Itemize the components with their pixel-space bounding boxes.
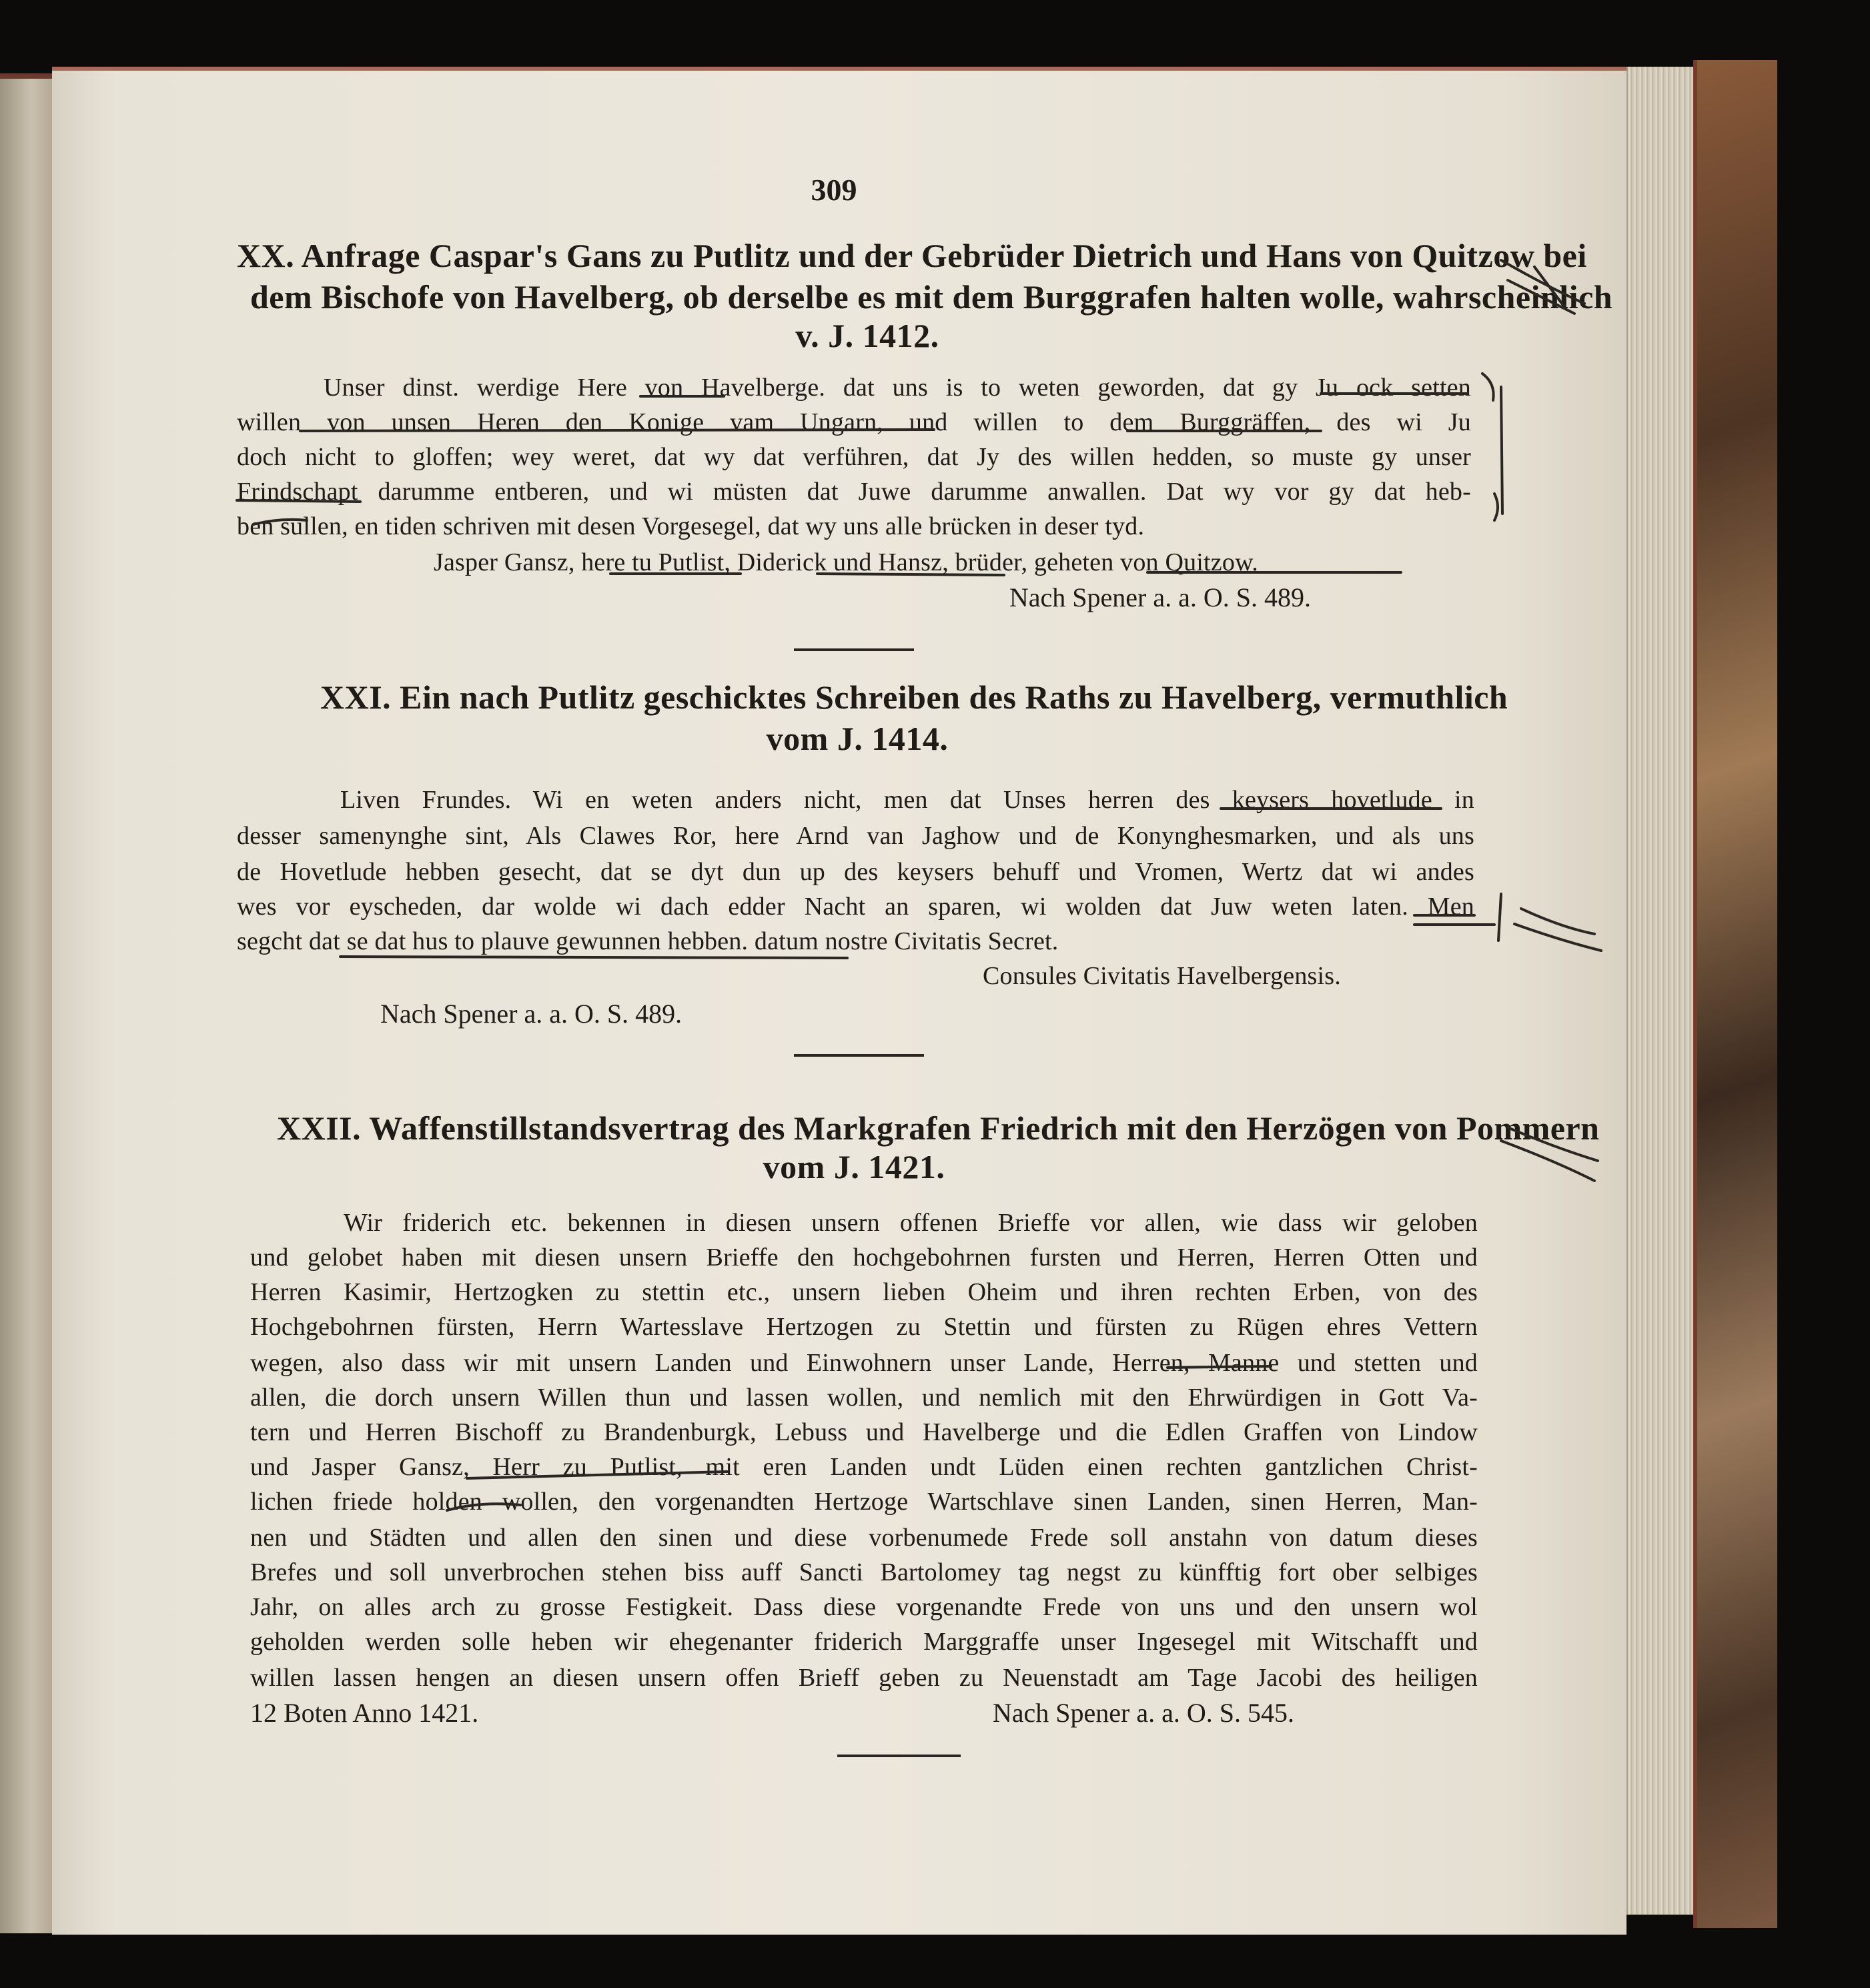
body-line: geholden werden solle heben wir ehegenanter friderich Marggraffe unser Ingesegel mit Witschafft und xyxy=(250,1628,1478,1656)
body-line: de Hovetlude hebben gesecht, dat se dyt dun up des keysers behuff und Vromen, Wertz dat wi andes xyxy=(237,858,1474,886)
body-line: Herren Kasimir, Hertzogken zu stettin etc., unsern lieben Oheim und ihren rechten Erben, von des xyxy=(250,1278,1478,1306)
body-line: segcht dat se dat hus to plauve gewunnen hebben. datum nostre Civitatis Secret. xyxy=(237,927,1059,955)
body-line: wes vor eyscheden, dar wolde wi dach edder Nacht an sparen, wi wolden dat Juw weten laten. Men xyxy=(237,893,1474,921)
body-line: Hochgebohrnen fürsten, Herrn Wartesslave Hertzogen zu Stettin und fürsten zu Rügen ehres Vettern xyxy=(250,1313,1478,1341)
marbled-cover xyxy=(1693,60,1777,1928)
signature-line: Consules Civitatis Havelbergensis. xyxy=(982,962,1341,990)
section-divider xyxy=(794,1054,924,1057)
section-divider xyxy=(794,648,914,651)
section-heading: vom J. 1414. xyxy=(766,720,949,757)
body-line: willen von unsen Heren den Konige vam Ungarn, und willen to dem Burggräffen, des wi Ju xyxy=(237,408,1471,436)
body-line: Wir friderich etc. bekennen in diesen unsern offenen Brieffe vor allen, wie dass wir geloben xyxy=(344,1209,1478,1237)
body-line: Liven Frundes. Wi en weten anders nicht, men dat Unses herren des keysers hovetlude in xyxy=(340,786,1474,814)
body-line: und Jasper Gansz, Herr zu Putlist, mit eren Landen undt Lüden einen rechten gantzlichen Christ- xyxy=(250,1453,1478,1481)
section-heading: vom J. 1421. xyxy=(763,1148,945,1185)
body-line: ben sullen, en tiden schriven mit desen Vorgesegel, dat wy uns alle brücken in deser tyd. xyxy=(237,512,1145,540)
section-heading: v. J. 1412. xyxy=(795,317,939,354)
section-heading: XX. Anfrage Caspar's Gans zu Putlitz und der Gebrüder Dietrich und Hans von Quitzow bei xyxy=(237,237,1587,274)
signature-line: Jasper Gansz, here tu Putlist, Diderick und Hansz, brüder, geheten von Quitzow. xyxy=(434,548,1258,576)
closing-line: 12 Boten Anno 1421. xyxy=(250,1698,479,1728)
body-line: desser samenynghe sint, Als Clawes Ror, here Arnd van Jaghow und de Konynghesmarken, und als uns xyxy=(237,822,1474,850)
body-line: wegen, also dass wir mit unsern Landen und Einwohnern unser Lande, Herren, Manne und stetten und xyxy=(250,1349,1478,1377)
body-line: Jahr, on alles arch zu grosse Festigkeit. Dass diese vorgenandte Frede von uns und den unsern wol xyxy=(250,1593,1478,1621)
page-fore-edge xyxy=(1626,67,1695,1915)
section-heading: dem Bischofe von Havelberg, ob derselbe es mit dem Burggrafen halten wolle, wahrscheinlich xyxy=(250,278,1613,316)
body-line: nen und Städten und allen den sinen und diese vorbenumede Frede soll anstahn von datum dieses xyxy=(250,1524,1478,1552)
source-reference: Nach Spener a. a. O. S. 489. xyxy=(380,999,682,1029)
source-reference: Nach Spener a. a. O. S. 489. xyxy=(1009,582,1311,612)
body-line: Unser dinst. werdige Here von Havelberge. dat uns is to weten geworden, dat gy Ju ock setten xyxy=(324,374,1471,402)
source-reference: Nach Spener a. a. O. S. 545. xyxy=(992,1698,1294,1728)
body-line: allen, die dorch unsern Willen thun und lassen wollen, und nemlich mit den Ehrwürdigen in Gott Va- xyxy=(250,1384,1478,1412)
body-line: und gelobet haben mit diesen unsern Brieffe den hochgebohrnen fursten und Herren, Herren Otten und xyxy=(250,1244,1478,1272)
body-line: lichen friede holden wollen, den vorgenandten Hertzoge Wartschlave sinen Landen, sinen Herren, Man- xyxy=(250,1488,1478,1516)
body-line: Brefes und soll unverbrochen stehen biss auff Sancti Bartolomey tag negst zu künfftig fort ober selbiges xyxy=(250,1558,1478,1586)
section-heading: XXII. Waffenstillstandsvertrag des Markgrafen Friedrich mit den Herzögen von Pommern xyxy=(277,1109,1600,1147)
section-heading: XXI. Ein nach Putlitz geschicktes Schreiben des Raths zu Havelberg, vermuthlich xyxy=(320,678,1508,716)
left-page-edge xyxy=(0,73,52,1933)
body-line: tern und Herren Bischoff zu Brandenburgk, Lebuss und Havelberge und die Edlen Graffen von Lindow xyxy=(250,1418,1478,1446)
section-divider xyxy=(837,1755,961,1757)
page-number: 309 xyxy=(811,173,857,207)
body-line: willen lassen hengen an diesen unsern offen Brieff geben zu Neuenstadt am Tage Jacobi des heiligen xyxy=(250,1664,1478,1692)
body-line: Frindschapt darumme entberen, und wi müsten dat Juwe darumme anwallen. Dat wy vor gy dat heb- xyxy=(237,478,1471,506)
body-line: doch nicht to gloffen; wey weret, dat wy dat verführen, dat Jy des willen hedden, so muste gy unser xyxy=(237,443,1471,471)
